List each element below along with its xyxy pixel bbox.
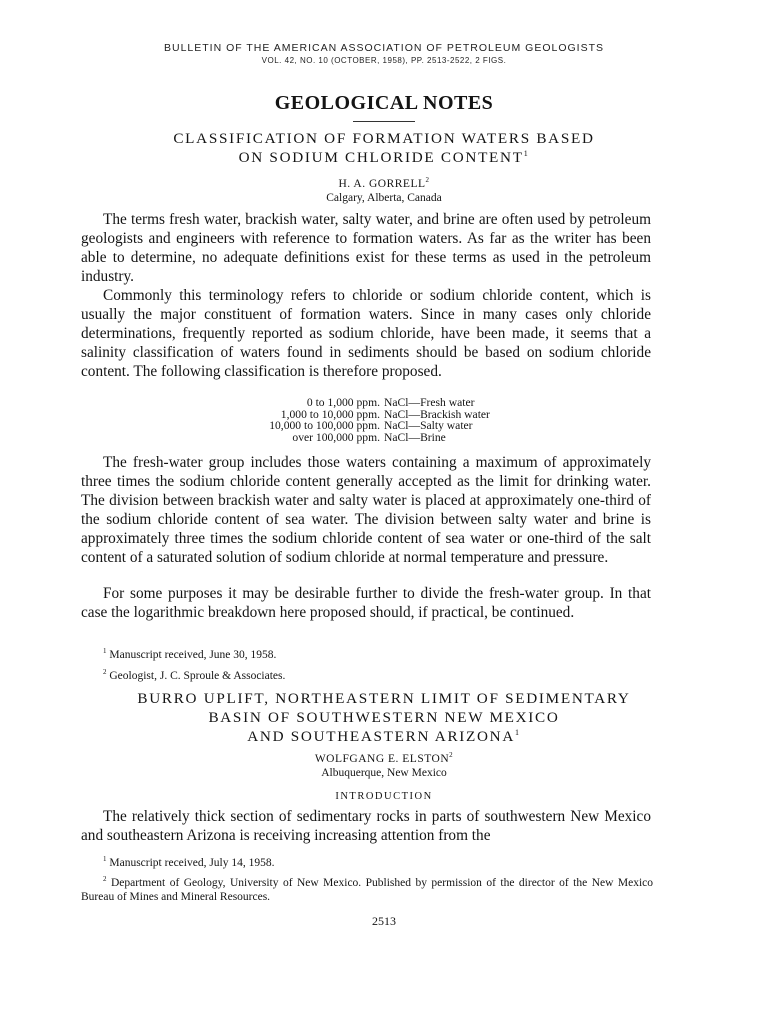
article1-paragraph-1: The terms fresh water, brackish water, salty water, and brine are often used by petroleum geologists and engineers with reference to formation waters. As far as the writer has been able to determine, no adequate definitions exist for these terms as used in the petroleum industry. <box>81 211 651 286</box>
article1-title-line-1: CLASSIFICATION OF FORMATION WATERS BASED <box>173 130 595 147</box>
section-title: GEOLOGICAL NOTES <box>274 92 494 114</box>
article1-footnote-2: $^2$ Geologist, J. C. Sproule & Associates. <box>103 668 286 682</box>
classification-row: 10,000 to 100,000 ppm. NaCl—Salty water <box>269 419 473 432</box>
salinity-classification-list <box>230 397 550 443</box>
article1-author-note: 2 <box>425 176 430 184</box>
classification-row: over 100,000 ppm. NaCl—Brine <box>292 430 446 444</box>
article1-title-line-2: ON SODIUM CHLORIDE CONTENT$^1$ <box>238 149 530 167</box>
article1-title-note: 1 <box>523 149 530 158</box>
classification-row: 1,000 to 10,000 ppm. NaCl—Brackish water <box>280 407 490 421</box>
article2-title-line-2: BASIN OF SOUTHWESTERN NEW MEXICO <box>208 709 560 726</box>
article2-footnote-1: $^1$ Manuscript received, July 14, 1958. <box>103 855 275 869</box>
journal-header-line-1: BULLETIN OF THE AMERICAN ASSOCIATION OF PETROLEUM GEOLOGISTS <box>163 42 604 54</box>
article1-footnote-1: $^1$ Manuscript received, June 30, 1958. <box>103 647 277 661</box>
article2-title-note: 1 <box>515 728 521 737</box>
article1-author: H. A. GORRELL$^2$ <box>338 176 430 190</box>
page-number: 2513 <box>372 914 396 928</box>
article2-title-line-1: BURRO UPLIFT, NORTHEASTERN LIMIT OF SEDIMENTARY <box>137 690 631 707</box>
article2-footnote-2: $^2$ Department of Geology, University of New Mexico. Published by permission of the director of the New Mexico Bureau of Mines and Mineral Resources. <box>81 875 654 903</box>
article1-paragraph-4: For some purposes it may be desirable further to divide the fresh-water group. In that case the logarithmic breakdown here proposed should, if practical, be continued. <box>81 585 651 622</box>
article1-affiliation: Calgary, Alberta, Canada <box>326 192 442 204</box>
article1-paragraph-2: Commonly this terminology refers to chloride or sodium chloride content, which is usually the major constituent of formation waters. Since in many cases only chloride determinations, frequently reported as sodium chloride, have been made, it seems that a salinity classification of waters found in sediments should be based on sodium chloride content. The following classification is therefore proposed. <box>81 287 651 381</box>
article2-author: WOLFGANG E. ELSTON$^2$ <box>314 751 454 765</box>
title-divider <box>353 121 415 122</box>
classification-row: 0 to 1,000 ppm. NaCl—Fresh water <box>306 396 475 409</box>
article2-title-line-3: AND SOUTHEASTERN ARIZONA$^1$ <box>247 728 521 746</box>
article2-author-note: 2 <box>449 751 454 759</box>
article2-subheading: INTRODUCTION <box>335 791 433 802</box>
article2-paragraph-1: The relatively thick section of sedimentary rocks in parts of southwestern New Mexico and southeastern Arizona is receiving increasing attention from the <box>81 808 651 845</box>
article1-paragraph-3: The fresh-water group includes those waters containing a maximum of approximately three times the sodium chloride content generally accepted as the limit for drinking water. The division between brackish water and salty water is placed at approximately one-third of the sodium chloride content of sea water. The division between salty water and brine is approximately three times the sodium chloride content of sea water or one-third of the salt content of a saturated solution of sodium chloride at normal temperature and pressure. <box>81 454 651 567</box>
article2-affiliation: Albuquerque, New Mexico <box>321 767 447 779</box>
journal-header-line-2: VOL. 42, NO. 10 (OCTOBER, 1958), PP. 2513-2522, 2 FIGS. <box>261 56 507 65</box>
